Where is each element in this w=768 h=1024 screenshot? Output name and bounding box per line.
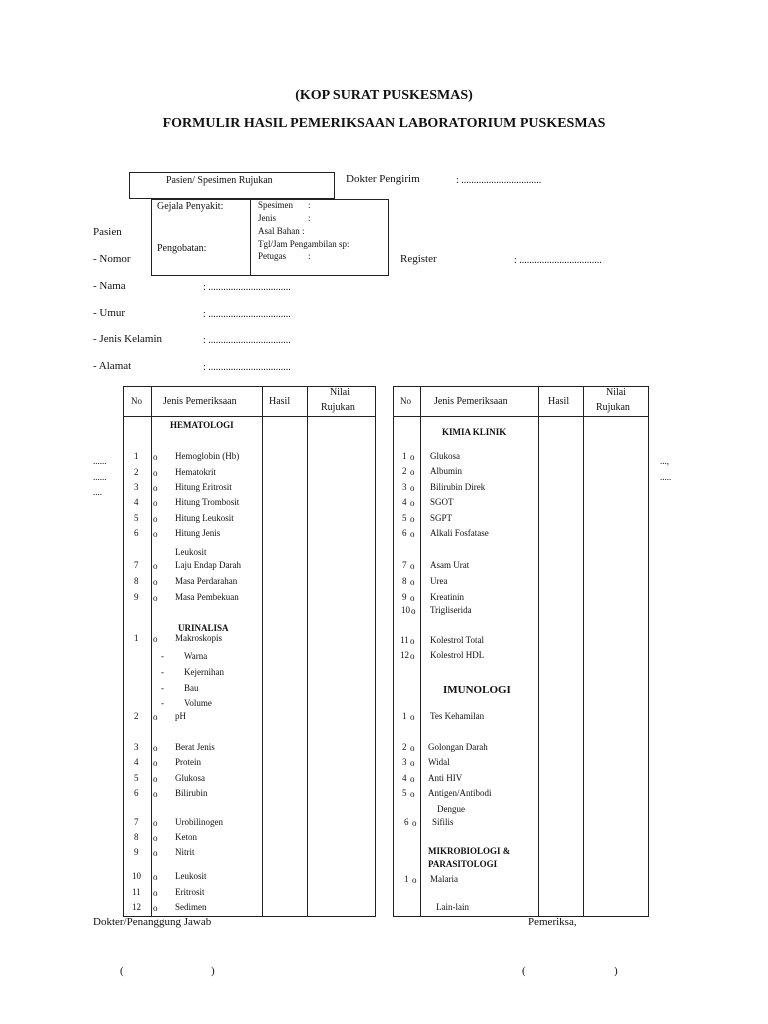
margin-dots: ...... — [93, 456, 107, 466]
checkbox-circle: o — [153, 789, 158, 799]
checkbox-circle: o — [410, 467, 415, 477]
section-hematologi: HEMATOLOGI — [170, 420, 234, 430]
nomor-label: - Nomor — [93, 253, 131, 265]
col-header-rujukan: Rujukan — [321, 402, 355, 413]
exam-item: Leukosit — [175, 871, 207, 881]
exam-item: Nitrit — [175, 847, 195, 857]
form-title: FORMULIR HASIL PEMERIKSAAN LABORATORIUM PUSKESMAS — [162, 116, 606, 131]
checkbox-circle: o — [410, 593, 415, 603]
tgl-label: Tgl/Jam Pengambilan sp: — [258, 239, 350, 249]
row-number: 6 — [134, 788, 139, 798]
col-header-jenis: Jenis Pemeriksaan — [434, 396, 508, 407]
row-number: 9 — [134, 847, 139, 857]
exam-item: Trigliserida — [430, 605, 472, 615]
dokter-pengirim-label: Dokter Pengirim — [346, 173, 420, 185]
row-number: 2 — [402, 742, 407, 752]
row-number: 7 — [134, 560, 139, 570]
signature-close-paren: ) — [211, 965, 215, 977]
row-number: 8 — [134, 832, 139, 842]
right-table-col-line — [538, 386, 539, 917]
right-table-col-line — [420, 386, 421, 917]
row-number: 1 — [134, 633, 139, 643]
spesimen-colon: : — [308, 200, 311, 210]
exam-item: Keton — [175, 832, 197, 842]
exam-item: Anti HIV — [428, 773, 463, 783]
exam-item: Urobilinogen — [175, 817, 223, 827]
nama-value[interactable]: : ................................. — [203, 282, 291, 293]
row-number: 4 — [134, 497, 139, 507]
checkbox-circle: o — [410, 483, 415, 493]
exam-item: SGPT — [430, 513, 453, 523]
exam-item: Kolestrol Total — [430, 635, 484, 645]
exam-item: Albumin — [430, 466, 463, 476]
exam-item: Masa Pembekuan — [175, 592, 239, 602]
exam-item: Bilirubin Direk — [430, 482, 486, 492]
exam-item: Kreatinin — [430, 592, 464, 602]
exam-item: Masa Perdarahan — [175, 576, 238, 586]
checkbox-circle: o — [153, 634, 158, 644]
exam-item: Dengue — [437, 804, 465, 814]
col-header-rujukan: Rujukan — [596, 402, 630, 413]
exam-item: SGOT — [430, 497, 454, 507]
row-number: 4 — [134, 757, 139, 767]
checkbox-circle: o — [412, 818, 417, 828]
row-number: 1 — [402, 451, 407, 461]
checkbox-circle: o — [153, 577, 158, 587]
exam-item: Volume — [184, 698, 212, 708]
document-title: (KOP SURAT PUSKESMAS) — [295, 88, 473, 103]
row-number: 9 — [134, 592, 139, 602]
exam-item: Lain-lain — [436, 902, 469, 912]
row-number: 5 — [402, 788, 407, 798]
exam-item: Tes Kehamilan — [430, 711, 485, 721]
umur-value[interactable]: : ................................. — [203, 309, 291, 320]
right-table-col-line — [583, 386, 584, 917]
nama-label: - Nama — [93, 280, 126, 292]
pengobatan-label: Pengobatan: — [157, 243, 207, 254]
col-header-hasil: Hasil — [548, 396, 570, 407]
rujukan-label: Pasien/ Spesimen Rujukan — [166, 175, 273, 186]
exam-item: Hitung Jenis — [175, 528, 221, 538]
exam-item: Bilirubin — [175, 788, 208, 798]
section-urinalisa: URINALISA — [178, 623, 229, 633]
section-mikrobiologi: MIKROBIOLOGI & — [428, 846, 511, 856]
exam-item: Asam Urat — [430, 560, 470, 570]
checkbox-circle: o — [153, 758, 158, 768]
checkbox-circle: o — [153, 848, 158, 858]
checkbox-circle: o — [153, 743, 158, 753]
checkbox-circle: o — [153, 888, 158, 898]
exam-item: Makroskopis — [175, 633, 222, 643]
checkbox-circle: o — [153, 561, 158, 571]
bullet-dash: - — [161, 698, 164, 708]
row-number: 3 — [134, 482, 139, 492]
bullet-dash: - — [161, 667, 164, 677]
gejala-label: Gejala Penyakit: — [157, 201, 224, 212]
checkbox-circle: o — [410, 789, 415, 799]
row-number: 3 — [402, 482, 407, 492]
register-label: Register — [400, 253, 437, 265]
row-number: 11 — [400, 635, 409, 645]
petugas-colon: : — [308, 251, 311, 261]
exam-item: Protein — [175, 757, 201, 767]
left-table-header-line — [123, 416, 376, 417]
checkbox-circle: o — [410, 514, 415, 524]
exam-item: Kolestrol HDL — [430, 650, 485, 660]
row-number: 9 — [402, 592, 407, 602]
exam-item: Golongan Darah — [428, 742, 488, 752]
row-number: 2 — [402, 466, 407, 476]
jenis-colon: : — [308, 213, 311, 223]
exam-item: Widal — [428, 757, 450, 767]
row-number: 5 — [134, 773, 139, 783]
dokter-pengirim-value[interactable]: : ................................ — [456, 175, 542, 186]
checkbox-circle: o — [410, 529, 415, 539]
pasien-label: Pasien — [93, 226, 122, 238]
row-number: 1 — [134, 451, 139, 461]
row-number: 12 — [132, 902, 141, 912]
asal-bahan-label: Asal Bahan : — [258, 226, 305, 236]
exam-item: Hemoglobin (Hb) — [175, 451, 240, 461]
exam-item: Hitung Trombosit — [175, 497, 240, 507]
checkbox-circle: o — [412, 875, 417, 885]
row-number: 5 — [134, 513, 139, 523]
signature-open-paren: ( — [522, 965, 526, 977]
jenis-label: Jenis — [258, 213, 276, 223]
checkbox-circle: o — [153, 498, 158, 508]
section-kimia-klinik: KIMIA KLINIK — [442, 427, 507, 437]
section-parasitologi: PARASITOLOGI — [428, 859, 498, 869]
exam-item: Kejernihan — [184, 667, 224, 677]
checkbox-circle: o — [153, 833, 158, 843]
row-number: 8 — [402, 576, 407, 586]
alamat-label: - Alamat — [93, 360, 132, 372]
left-table-col-line — [151, 386, 152, 917]
row-number: 2 — [134, 711, 139, 721]
checkbox-circle: o — [410, 758, 415, 768]
penanggung-jawab-label: Dokter/Penanggung Jawab — [93, 916, 212, 928]
row-number: 3 — [134, 742, 139, 752]
checkbox-circle: o — [153, 514, 158, 524]
checkbox-circle: o — [410, 561, 415, 571]
exam-item: Hematokrit — [175, 467, 216, 477]
exam-item: Hitung Leukosit — [175, 513, 234, 523]
row-number: 1 — [404, 874, 409, 884]
checkbox-circle: o — [153, 468, 158, 478]
row-number: 6 — [404, 817, 409, 827]
exam-item: Sifilis — [432, 817, 454, 827]
checkbox-circle: o — [410, 452, 415, 462]
row-number: 7 — [134, 817, 139, 827]
checkbox-circle: o — [410, 498, 415, 508]
exam-item: Sedimen — [175, 902, 207, 912]
jenis-kelamin-label: - Jenis Kelamin — [93, 333, 163, 345]
exam-item: Glukosa — [430, 451, 460, 461]
alamat-value[interactable]: : ................................. — [203, 362, 291, 373]
col-header-hasil: Hasil — [269, 396, 291, 407]
checkbox-circle: o — [410, 712, 415, 722]
row-number: 11 — [132, 887, 141, 897]
row-number: 1 — [402, 711, 407, 721]
exam-item: Antigen/Antibodi — [428, 788, 492, 798]
row-number: 3 — [402, 757, 407, 767]
section-imunologi: IMUNOLOGI — [443, 684, 511, 696]
row-number: 4 — [402, 497, 407, 507]
row-number: 6 — [134, 528, 139, 538]
row-number: 8 — [134, 576, 139, 586]
col-header-no: No — [131, 396, 142, 406]
exam-item: Bau — [184, 683, 199, 693]
spesimen-label: Spesimen — [258, 200, 293, 210]
margin-dots: .... — [93, 487, 102, 497]
pemeriksa-label: Pemeriksa, — [528, 916, 577, 928]
exam-item: pH — [175, 711, 186, 721]
signature-close-paren: ) — [614, 965, 618, 977]
row-number: 2 — [134, 467, 139, 477]
row-number: 4 — [402, 773, 407, 783]
checkbox-circle: o — [410, 577, 415, 587]
right-table-header-line — [393, 416, 649, 417]
checkbox-circle: o — [153, 593, 158, 603]
margin-dots: ...... — [93, 472, 107, 482]
umur-label: - Umur — [93, 307, 126, 319]
col-header-no: No — [400, 396, 411, 406]
row-number: 7 — [402, 560, 407, 570]
exam-item: Leukosit — [175, 547, 207, 557]
signature-open-paren: ( — [120, 965, 124, 977]
checkbox-circle: o — [410, 636, 415, 646]
row-number: 5 — [402, 513, 407, 523]
exam-item: Alkali Fosfatase — [430, 528, 489, 538]
checkbox-circle: o — [410, 774, 415, 784]
checkbox-circle: o — [153, 529, 158, 539]
exam-item: Berat Jenis — [175, 742, 215, 752]
exam-item: Hitung Eritrosit — [175, 482, 232, 492]
checkbox-circle: o — [411, 606, 416, 616]
exam-item: Urea — [430, 576, 448, 586]
exam-item: Malaria — [430, 874, 458, 884]
bullet-dash: - — [161, 651, 164, 661]
row-number: 10 — [132, 871, 141, 881]
checkbox-circle: o — [153, 903, 158, 913]
checkbox-circle: o — [153, 872, 158, 882]
col-header-nilai: Nilai — [330, 387, 350, 398]
petugas-label: Petugas — [258, 251, 286, 261]
register-value[interactable]: : ................................. — [514, 255, 602, 266]
checkbox-circle: o — [153, 712, 158, 722]
row-number: 12 — [400, 650, 409, 660]
left-table-col-line — [262, 386, 263, 917]
checkbox-circle: o — [153, 483, 158, 493]
jenis-kelamin-value[interactable]: : ................................. — [203, 335, 291, 346]
col-header-nilai: Nilai — [606, 387, 626, 398]
exam-item: Laju Endap Darah — [175, 560, 241, 570]
left-table-col-line — [307, 386, 308, 917]
checkbox-circle: o — [410, 651, 415, 661]
row-number: 6 — [402, 528, 407, 538]
checkbox-circle: o — [153, 452, 158, 462]
specimen-box-divider — [250, 199, 251, 276]
col-header-jenis: Jenis Pemeriksaan — [163, 396, 237, 407]
row-number: 10 — [401, 605, 410, 615]
exam-item: Glukosa — [175, 773, 205, 783]
margin-dots: ..., — [660, 456, 669, 466]
margin-dots: ..... — [660, 472, 672, 482]
bullet-dash: - — [161, 683, 164, 693]
checkbox-circle: o — [410, 743, 415, 753]
exam-item: Warna — [184, 651, 208, 661]
exam-item: Eritrosit — [175, 887, 205, 897]
checkbox-circle: o — [153, 818, 158, 828]
checkbox-circle: o — [153, 774, 158, 784]
